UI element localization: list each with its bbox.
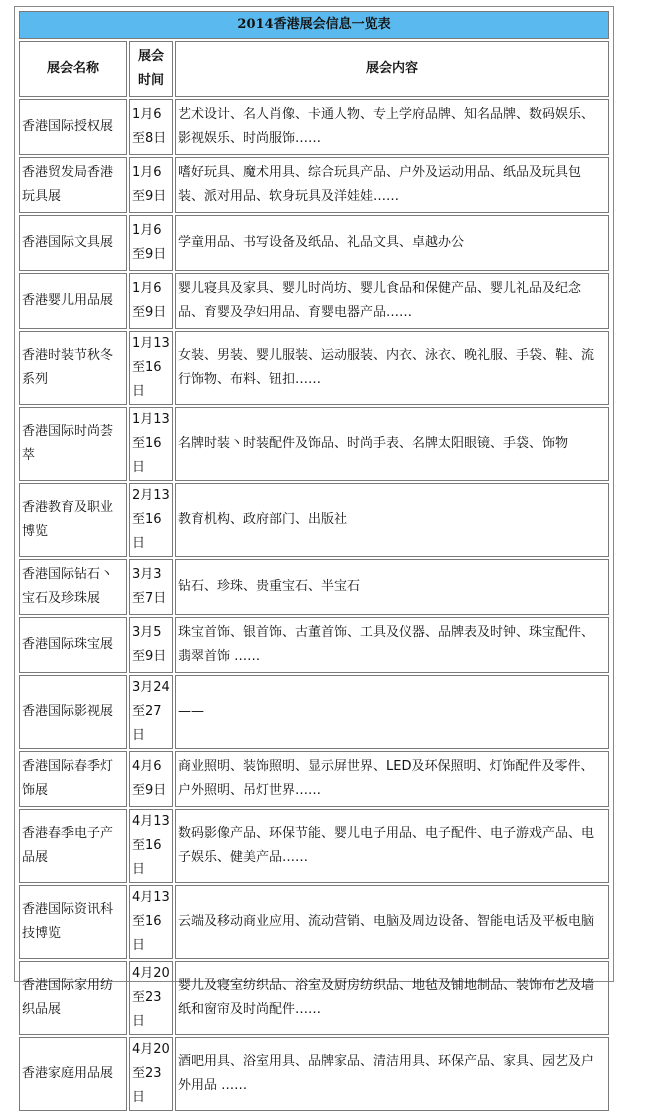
expo-content-cell: 云端及移动商业应用、流动营销、电脑及周边设备、智能电话及平板电脑: [175, 885, 609, 959]
expo-name-cell: 香港婴儿用品展: [19, 273, 127, 329]
expo-content-cell: 酒吧用具、浴室用具、品牌家品、清洁用具、环保产品、家具、园艺及户外用品 ……: [175, 1037, 609, 1111]
expo-time-cell: 4月13至16日: [129, 885, 173, 959]
header-name: 展会名称: [19, 41, 127, 97]
table-row: [19, 885, 609, 959]
expo-name-cell: 香港国际时尚荟萃: [19, 407, 127, 481]
table-row: [19, 407, 609, 481]
expo-name-cell: 香港国际家用纺织品展: [19, 961, 127, 1035]
expo-time-cell: 1月6至9日: [129, 273, 173, 329]
expo-content-cell: ——: [175, 675, 609, 749]
expo-name-cell: 香港家庭用品展: [19, 1037, 127, 1111]
expo-content-cell: 钻石、珍珠、贵重宝石、半宝石: [175, 559, 609, 615]
expo-time-cell: 1月6至9日: [129, 157, 173, 213]
expo-time-cell: 1月6至9日: [129, 215, 173, 271]
expo-name-cell: 香港国际春季灯饰展: [19, 751, 127, 807]
expo-content-cell: 嗜好玩具、魔术用具、综合玩具产品、户外及运动用品、纸品及玩具包装、派对用品、软身玩具及洋娃娃……: [175, 157, 609, 213]
expo-time-cell: 3月24至27日: [129, 675, 173, 749]
table-row: [19, 483, 609, 557]
table-row: [19, 675, 609, 749]
table-row: [19, 559, 609, 615]
expo-name-cell: 香港国际文具展: [19, 215, 127, 271]
expo-content-cell: 数码影像产品、环保节能、婴儿电子用品、电子配件、电子游戏产品、电子娱乐、健美产品……: [175, 809, 609, 883]
expo-content-cell: 名牌时装丶时装配件及饰品、时尚手表、名牌太阳眼镜、手袋、饰物: [175, 407, 609, 481]
expo-name-cell: 香港国际资讯科技博览: [19, 885, 127, 959]
expo-name-cell: 香港国际珠宝展: [19, 617, 127, 673]
table-row: [19, 273, 609, 329]
title-row: [19, 11, 609, 39]
expo-name-cell: 香港国际授权展: [19, 99, 127, 155]
header-time: 展会时间: [129, 41, 173, 97]
expo-content-cell: 艺术设计、名人肖像、卡通人物、专上学府品牌、知名品牌、数码娱乐、影视娱乐、时尚服饰……: [175, 99, 609, 155]
table-row: [19, 809, 609, 883]
header-row: [19, 41, 609, 97]
expo-time-cell: 1月6至8日: [129, 99, 173, 155]
table-row: [19, 157, 609, 213]
expo-time-cell: 1月13至16日: [129, 407, 173, 481]
table-row: [19, 99, 609, 155]
header-content: 展会内容: [175, 41, 609, 97]
expo-name-cell: 香港时装节秋冬系列: [19, 331, 127, 405]
expo-time-cell: 2月13至16日: [129, 483, 173, 557]
expo-name-cell: 香港国际钻石丶宝石及珍珠展: [19, 559, 127, 615]
table-row: [19, 751, 609, 807]
expo-name-cell: 香港贸发局香港玩具展: [19, 157, 127, 213]
expo-time-cell: 3月5至9日: [129, 617, 173, 673]
expo-content-cell: 婴儿及寝室纺织品、浴室及厨房纺织品、地毡及铺地制品、装饰布艺及墙纸和窗帘及时尚配件……: [175, 961, 609, 1035]
expo-content-cell: 教育机构、政府部门、出版社: [175, 483, 609, 557]
expo-content-cell: 婴儿寝具及家具、婴儿时尚坊、婴儿食品和保健产品、婴儿礼品及纪念品、育婴及孕妇用品、育婴电器产品……: [175, 273, 609, 329]
expo-content-cell: 学童用品、书写设备及纸品、礼品文具、卓越办公: [175, 215, 609, 271]
expo-time-cell: 1月13至16日: [129, 331, 173, 405]
expo-table: [17, 9, 611, 1113]
expo-content-cell: 商业照明、装饰照明、显示屏世界、LED及环保照明、灯饰配件及零件、户外照明、吊灯世界……: [175, 751, 609, 807]
expo-time-cell: 4月20至23日: [129, 961, 173, 1035]
expo-content-cell: 珠宝首饰、银首饰、古董首饰、工具及仪器、品牌表及时钟、珠宝配件、翡翠首饰 ……: [175, 617, 609, 673]
expo-name-cell: 香港春季电子产品展: [19, 809, 127, 883]
table-row: [19, 1037, 609, 1111]
expo-table-frame: [14, 6, 614, 1105]
table-row: [19, 961, 609, 1035]
expo-time-cell: 4月6至9日: [129, 751, 173, 807]
expo-name-cell: 香港国际影视展: [19, 675, 127, 749]
expo-time-cell: 3月3至7日: [129, 559, 173, 615]
table-row: [19, 331, 609, 405]
expo-time-cell: 4月13至16日: [129, 809, 173, 883]
expo-time-cell: 4月20至23日: [129, 1037, 173, 1111]
table-title: 2014香港展会信息一览表: [19, 11, 609, 39]
expo-name-cell: 香港教育及职业博览: [19, 483, 127, 557]
table-row: [19, 617, 609, 673]
expo-content-cell: 女装、男装、婴儿服装、运动服装、内衣、泳衣、晚礼服、手袋、鞋、流行饰物、布料、钮扣……: [175, 331, 609, 405]
table-row: [19, 215, 609, 271]
